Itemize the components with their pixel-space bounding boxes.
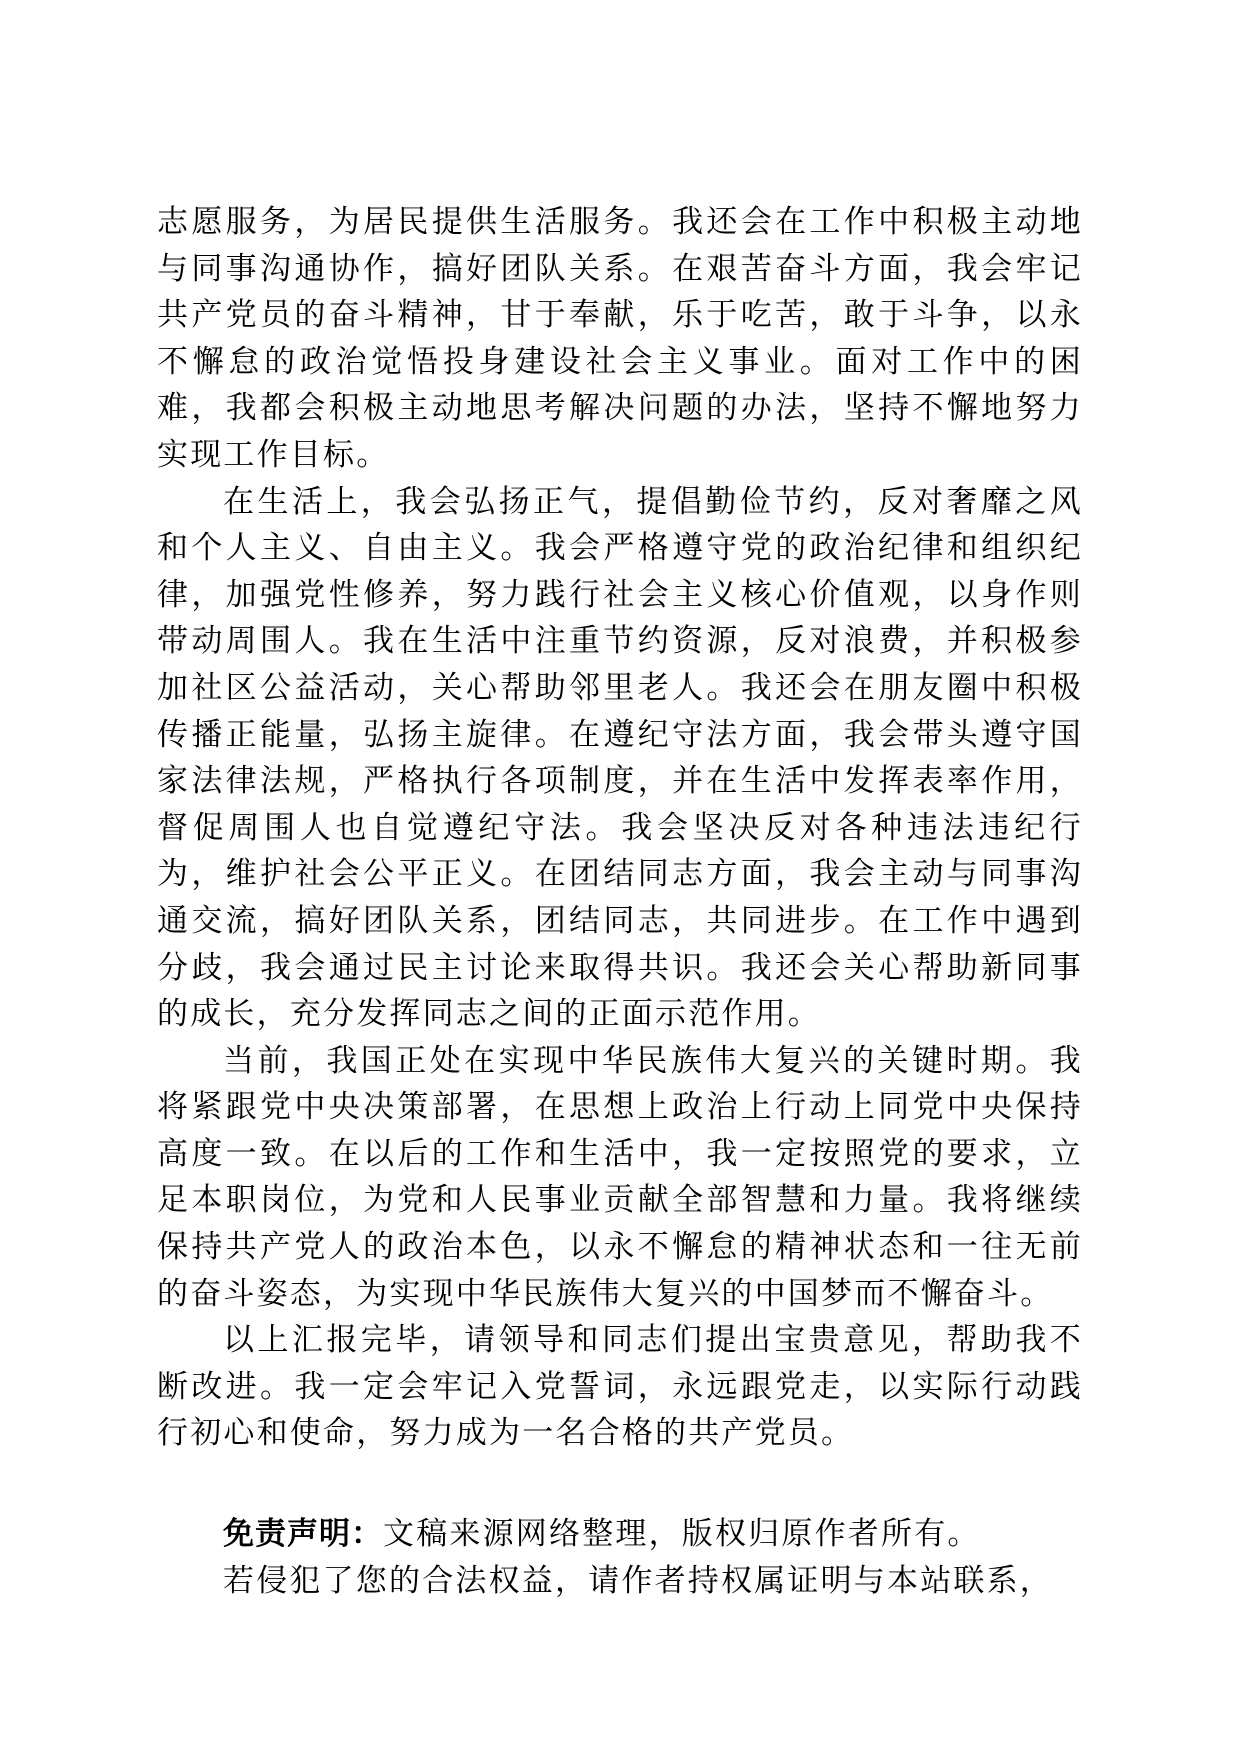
disclaimer-line-2: 若侵犯了您的合法权益，请作者持权属证明与本站联系， xyxy=(223,1562,1053,1599)
disclaimer-line-1 xyxy=(223,1511,1083,1558)
paragraph-4: 以上汇报完毕，请领导和同志们提出宝贵意见，帮助我不断改进。我一定会牢记入党誓词，永远跟党走，以实际行动践行初心和使命，努力成为一名合格的共产党员。 xyxy=(157,1322,1083,1452)
paragraph-3: 当前，我国正处在实现中华民族伟大复兴的关键时期。我将紧跟党中央决策部署，在思想上政治上行动上同党中央保持高度一致。在以后的工作和生活中，我一定按照党的要求，立足本职岗位，为党和人民事业贡献全部智慧和力量。我将继续保持共产党人的政治本色，以永不懈怠的精神状态和一往无前的奋斗姿态，为实现中华民族伟大复兴的中国梦而不懈奋斗。 xyxy=(157,1042,1083,1312)
paragraph-1: 志愿服务，为居民提供生活服务。我还会在工作中积极主动地与同事沟通协作，搞好团队关系。在艰苦奋斗方面，我会牢记共产党员的奋斗精神，甘于奉献，乐于吃苦，敢于斗争，以永不懈怠的政治觉悟投身建设社会主义事业。面对工作中的困难，我都会积极主动地思考解决问题的办法，坚持不懈地努力实现工作目标。 xyxy=(157,204,1083,473)
disclaimer-text-1: 文稿来源网络整理，版权归原作者所有。 xyxy=(383,1516,981,1553)
document-body xyxy=(157,199,1083,1457)
disclaimer-label: 免责声明： xyxy=(223,1516,383,1553)
paragraph-2: 在生活上，我会弘扬正气，提倡勤俭节约，反对奢靡之风和个人主义、自由主义。我会严格遵守党的政治纪律和组织纪律，加强党性修养，努力践行社会主义核心价值观，以身作则带动周围人。我在生活中注重节约资源，反对浪费，并积极参加社区公益活动，关心帮助邻里老人。我还会在朋友圈中积极传播正能量，弘扬主旋律。在遵纪守法方面，我会带头遵守国家法律法规，严格执行各项制度，并在生活中发挥表率作用，督促周围人也自觉遵纪守法。我会坚决反对各种违法违纪行为，维护社会公平正义。在团结同志方面，我会主动与同事沟通交流，搞好团队关系，团结同志，共同进步。在工作中遇到分歧，我会通过民主讨论来取得共识。我还会关心帮助新同事的成长，充分发挥同志之间的正面示范作用。 xyxy=(157,483,1083,1033)
document-page xyxy=(157,199,1083,1604)
disclaimer-block xyxy=(157,1511,1083,1604)
